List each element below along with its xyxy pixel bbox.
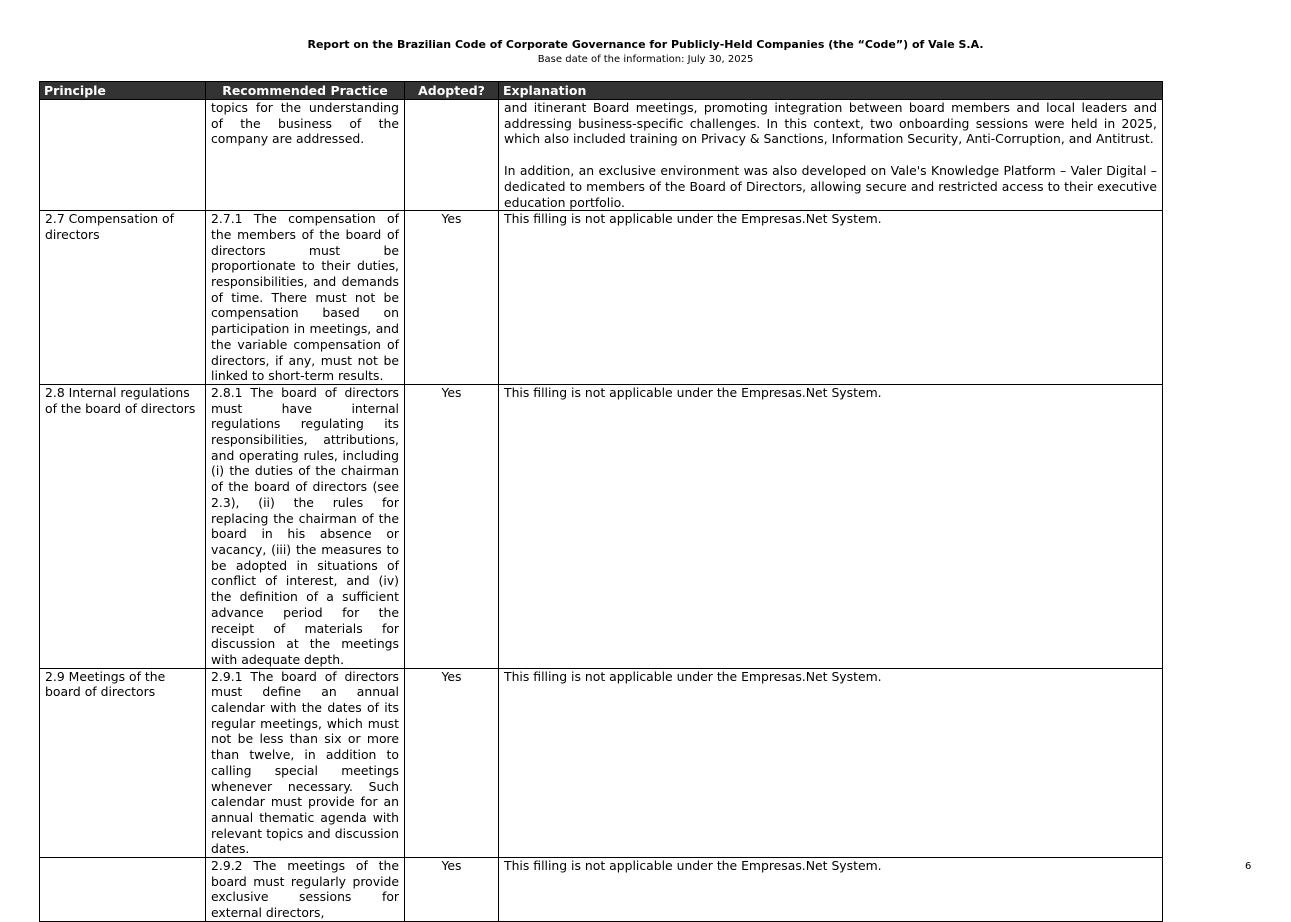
table-row [40,211,1163,385]
explanation-paragraph: In addition, an exclusive environment was also developed on Vale's Knowledge Platform – Valer Digital – dedicated to members of the Board of Directors, allowing secure and restricted access to their executive education portfolio. [504,163,1157,210]
explanation-cell [499,100,1163,211]
principle-cell: 2.7 Compensation of directors [40,211,206,385]
principle-cell: 2.8 Internal regulations of the board of directors [40,384,206,668]
explanation-cell: This filling is not applicable under the Empresas.Net System. [499,858,1163,922]
adopted-cell: Yes [405,211,499,385]
principle-cell [40,858,206,922]
table-row [40,100,1163,211]
column-header-adopted: Adopted? [405,82,499,100]
adopted-cell: Yes [405,668,499,857]
principle-cell [40,100,206,211]
column-header-principle: Principle [40,82,206,100]
column-header-explanation: Explanation [499,82,1163,100]
practice-cell: 2.7.1 The compensation of the members of the board of directors must be proportionate to their duties, responsibilities, and demands of time. There must not be compensation based on participation in meetings, and the variable compensation of directors, if any, must not be linked to short-term results. [206,211,405,385]
adopted-cell: Yes [405,384,499,668]
column-header-practice: Recommended Practice [206,82,405,100]
adopted-cell [405,100,499,211]
table-row [40,858,1163,922]
table-row [40,384,1163,668]
principle-cell: 2.9 Meetings of the board of directors [40,668,206,857]
governance-table [39,81,1163,922]
practice-cell: 2.8.1 The board of directors must have internal regulations regulating its responsibilities, attributions, and operating rules, including (i) the duties of the chairman of the board of directors (see 2.3), (ii) the rules for replacing the chairman of the board in his absence or vacancy, (iii) the measures to be adopted in situations of conflict of interest, and (iv) the definition of a sufficient advance period for the receipt of materials for discussion at the meetings with adequate depth. [206,384,405,668]
base-date: Base date of the information: July 30, 2025 [537,54,754,65]
explanation-cell: This filling is not applicable under the Empresas.Net System. [499,211,1163,385]
table-header-row [40,82,1163,100]
practice-cell: 2.9.2 The meetings of the board must regularly provide exclusive sessions for external directors, [206,858,405,922]
table-row [40,668,1163,857]
practice-cell: topics for the understanding of the business of the company are addressed. [206,100,405,211]
report-title: Report on the Brazilian Code of Corporate Governance for Publicly-Held Companies (the “Code”) of Vale S.A. [307,38,984,51]
practice-cell: 2.9.1 The board of directors must define an annual calendar with the dates of its regular meetings, which must not be less than six or more than twelve, in addition to calling special meetings whenever necessary. Such calendar must provide for an annual thematic agenda with relevant topics and discussion dates. [206,668,405,857]
page-number: 6 [1245,861,1252,872]
adopted-cell: Yes [405,858,499,922]
explanation-cell: This filling is not applicable under the Empresas.Net System. [499,668,1163,857]
explanation-paragraph: and itinerant Board meetings, promoting integration between board members and local leaders and addressing business-specific challenges. In this context, two onboarding sessions were held in 2025, which also included training on Privacy & Sanctions, Information Security, Anti-Corruption, and Antitrust. [504,100,1157,147]
explanation-cell: This filling is not applicable under the Empresas.Net System. [499,384,1163,668]
